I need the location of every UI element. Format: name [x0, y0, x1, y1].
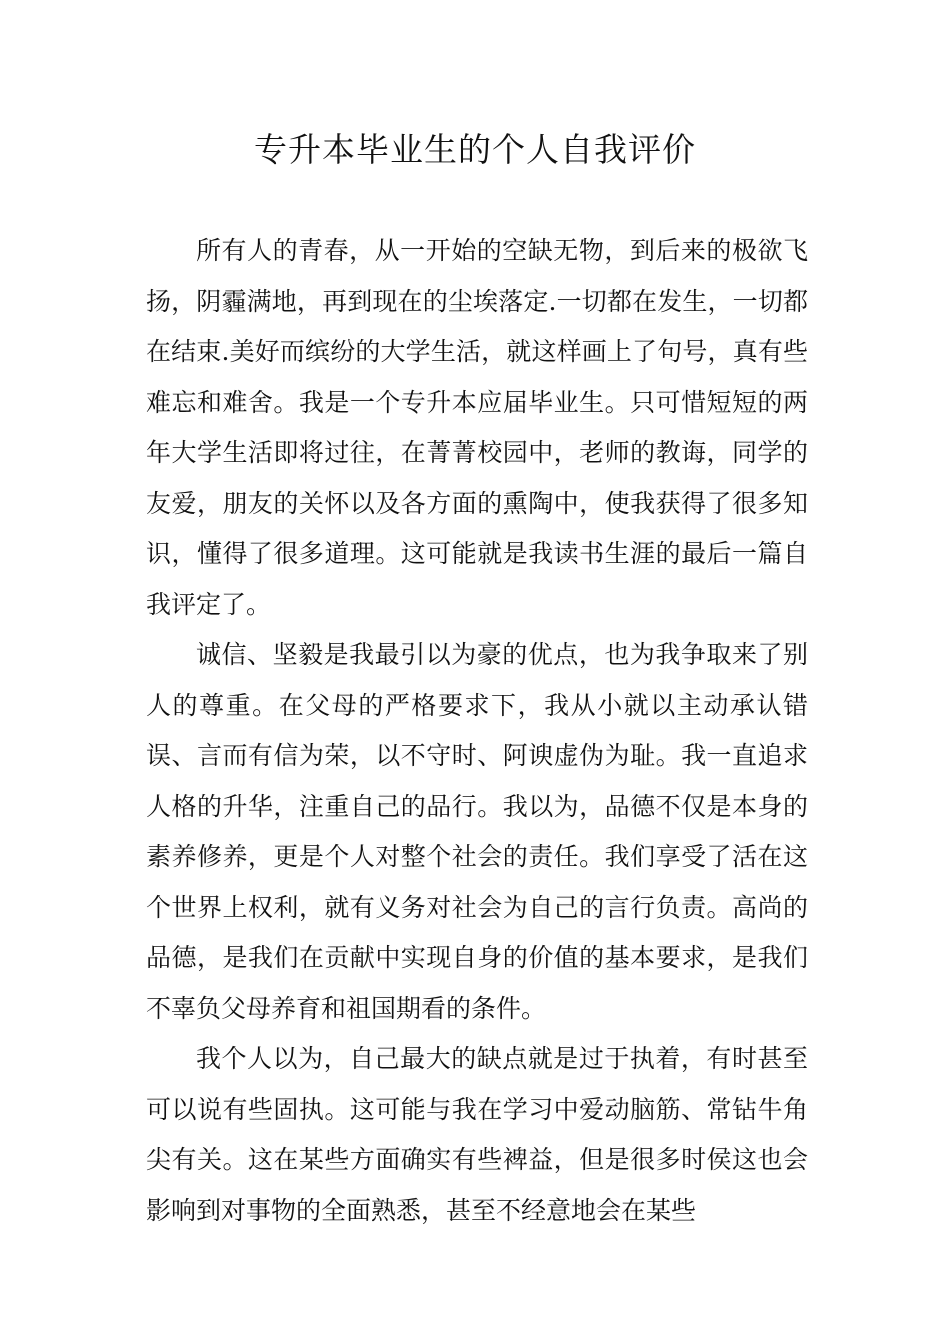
document-body	[146, 226, 808, 1236]
paragraph-3: 我个人以为，自己最大的缺点就是过于执着，有时甚至可以说有些固执。这可能与我在学习中爱动脑筋、常钻牛角尖有关。这在某些方面确实有些裨益，但是很多时侯这也会影响到对事物的全面熟悉，甚至不经意地会在某些	[146, 1044, 808, 1225]
paragraph-2: 诚信、坚毅是我最引以为豪的优点，也为我争取来了别人的尊重。在父母的严格要求下，我从小就以主动承认错误、言而有信为荣，以不守时、阿谀虚伪为耻。我一直追求人格的升华，注重自己的品行。我以为，品德不仅是本身的素养修养，更是个人对整个社会的责任。我们享受了活在这个世界上权利，就有义务对社会为自己的言行负责。高尚的品德，是我们在贡献中实现自身的价值的基本要求，是我们不辜负父母养育和祖国期看的条件。	[146, 640, 808, 1023]
document-title: 专升本毕业生的个人自我评价	[254, 130, 696, 169]
paragraph-1: 所有人的青春，从一开始的空缺无物，到后来的极欲飞扬，阴霾满地，再到现在的尘埃落定.一切都在发生，一切都在结束.美好而缤纷的大学生活，就这样画上了句号，真有些难忘和难舍。我是一个专升本应届毕业生。只可惜短短的两年大学生活即将过往，在菁菁校园中，老师的教诲，同学的友爱，朋友的关怀以及各方面的熏陶中，使我获得了很多知识，懂得了很多道理。这可能就是我读书生涯的最后一篇自我评定了。	[146, 236, 808, 619]
